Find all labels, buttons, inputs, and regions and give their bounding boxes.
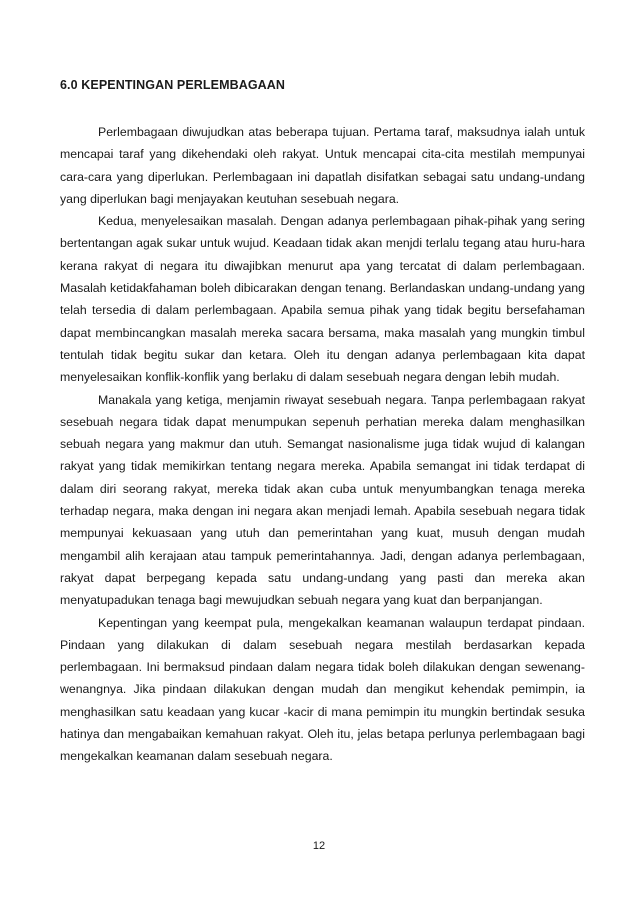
paragraph-4: Kepentingan yang keempat pula, mengekalkan keamanan walaupun terdapat pindaan. Pindaan yang dilakukan di dalam sesebuah negara mestilah berdasarkan kepada perlembagaan. Ini bermaksud pindaan dalam negara tidak boleh dilakukan dengan sewenang-wenangnya. Jika pindaan dilakukan dengan mudah dan mengikut kehendak pemimpin, ia menghasilkan satu keadaan yang kucar -kacir di mana pemimpin itu mungkin bertindak sesuka hatinya dan mengabaikan kemahuan rakyat. Oleh itu, jelas betapa perlunya perlembagaan bagi mengekalkan keamanan dalam sesebuah negara. <box>60 615 585 764</box>
page-number: 12 <box>312 840 326 852</box>
paragraph-2: Kedua, menyelesaikan masalah. Dengan adanya perlembagaan pihak-pihak yang sering bertentangan agak sukar untuk wujud. Keadaan tidak akan menjdi terlalu tegang atau huru-hara kerana rakyat di negara itu diwajibkan menurut apa yang tercatat di dalam perlembagaan. Masalah ketidakfahaman boleh dibicarakan dengan tenang. Berlandaskan undang-undang yang telah tersedia di dalam perlembagaan. Apabila semua pihak yang tidak begitu bersefahaman dapat membincangkan masalah mereka sacara bersama, maka masalah yang mungkin timbul tentulah tidak begitu sukar dan ketara. Oleh itu dengan adanya perlembagaan kita dapat menyelesaikan konflik-konflik yang berlaku di dalam sesebuah negara dengan lebih mudah. <box>60 214 585 385</box>
paragraph-1: Perlembagaan diwujudkan atas beberapa tujuan. Pertama taraf, maksudnya ialah untuk mencapai taraf yang dikehendaki oleh rakyat. Untuk mencapai cita-cita mestilah mempunyai cara-cara yang diperlukan. Perlembagaan ini dapatlah disifatkan sebagai satu undang-undang yang diperlukan bagi menjayakan keutuhan sesebuah negara. <box>60 125 585 206</box>
body-text <box>60 121 585 768</box>
paragraph-3: Manakala yang ketiga, menjamin riwayat sesebuah negara. Tanpa perlembagaan rakyat sesebuah negara tidak dapat menumpukan sepenuh perhatian mereka dalam menghasilkan sebuah negara yang makmur dan utuh. Semangat nasionalisme juga tidak wujud di kalangan rakyat yang tidak memikirkan tentang negara mereka. Apabila semangat ini tidak terdapat di dalam diri seorang rakyat, mereka tidak akan cuba untuk menyumbangkan tenaga mereka terhadap negara, maka dengan ini negara akan menjadi lemah. Apabila sesebuah negara tidak mempunyai kekuasaan yang utuh dan pemerintahan yang kuat, musuh dengan mudah mengambil alih kerajaan atau tampuk pemerintahannya. Jadi, dengan adanya perlembagaan, rakyat dapat berpegang kepada satu undang-undang yang pasti dan mereka akan menyatupadukan tenaga bagi mewujudkan sebuah negara yang kuat dan berpanjangan. <box>60 392 585 608</box>
section-heading: 6.0 KEPENTINGAN PERLEMBAGAAN <box>60 78 286 92</box>
